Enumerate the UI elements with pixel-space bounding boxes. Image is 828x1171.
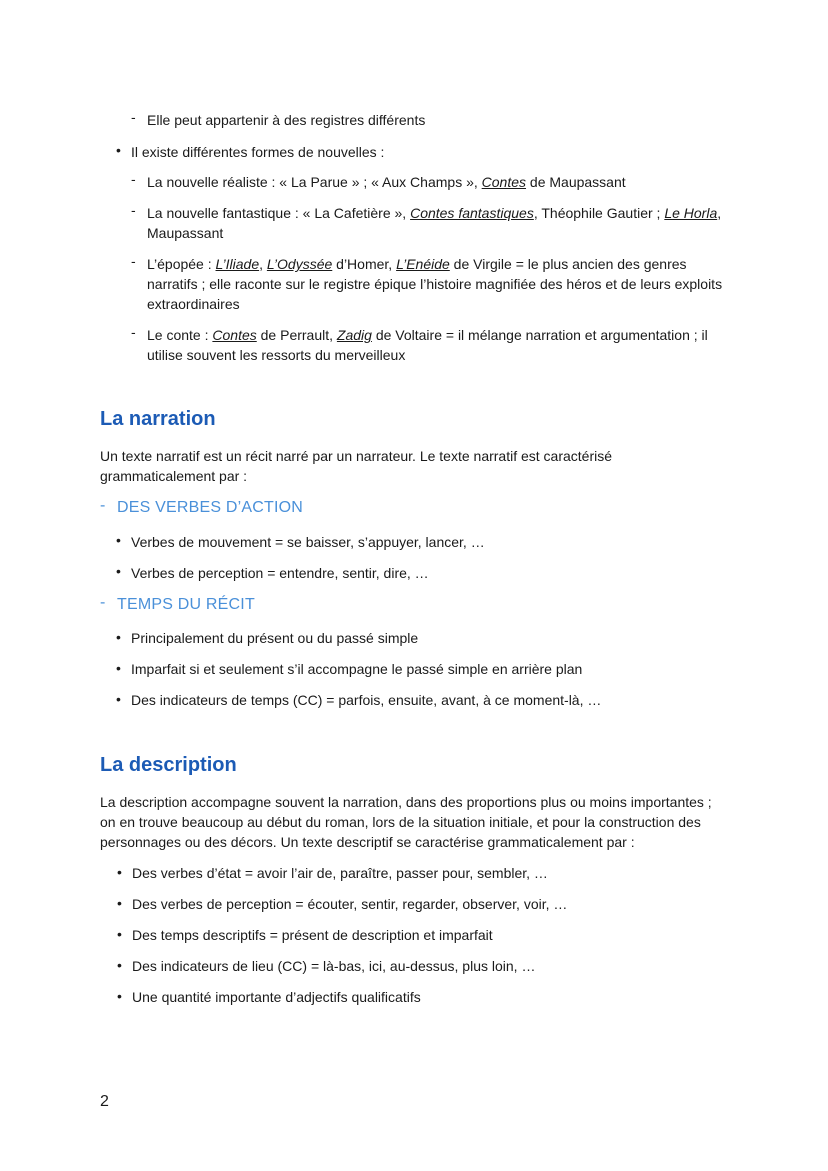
- dash-marker: -: [131, 109, 136, 125]
- book-title: Zadig: [336, 327, 372, 343]
- list-item: Des temps descriptifs = présent de description et imparfait: [132, 927, 493, 943]
- list-item: Des verbes d’état = avoir l’air de, paraître, passer pour, sembler, …: [132, 865, 548, 881]
- list-item: Il existe différentes formes de nouvelles :: [131, 144, 385, 160]
- bullet-marker: •: [117, 895, 122, 911]
- dash-marker: -: [131, 202, 136, 218]
- paragraph-line: La description accompagne souvent la narration, dans des proportions plus ou moins importantes ;: [100, 794, 712, 810]
- list-item-conte: Le conte : Contes de Perrault, Zadig de Voltaire = il mélange narration et argumentation ; il: [147, 327, 708, 343]
- list-item-continuation: Maupassant: [147, 225, 224, 241]
- bullet-marker: •: [116, 660, 121, 676]
- subheading-temps-recit: TEMPS DU RÉCIT: [117, 596, 255, 613]
- bullet-marker: •: [117, 988, 122, 1004]
- dash-marker: -: [100, 594, 106, 611]
- book-title: L’Iliade: [215, 256, 260, 272]
- bullet-marker: •: [116, 629, 121, 645]
- dash-marker: -: [131, 324, 136, 340]
- paragraph-line: personnages ou des décors. Un texte descriptif se caractérise grammaticalement par :: [100, 834, 635, 850]
- list-item: Elle peut appartenir à des registres différents: [147, 112, 426, 128]
- book-title: Contes: [212, 327, 257, 343]
- paragraph-line: grammaticalement par :: [100, 468, 248, 484]
- list-item-fantastique: La nouvelle fantastique : « La Cafetière », Contes fantastiques, Théophile Gautier ; Le Horla,: [147, 205, 722, 221]
- subheading-verbes-action: DES VERBES D’ACTION: [117, 499, 304, 516]
- list-item: Des indicateurs de lieu (CC) = là-bas, ici, au-dessus, plus loin, …: [132, 958, 536, 974]
- page-number: 2: [100, 1093, 109, 1110]
- list-item-continuation: extraordinaires: [147, 296, 240, 312]
- bullet-marker: •: [116, 691, 121, 707]
- bullet-marker: •: [116, 142, 121, 158]
- bullet-marker: •: [116, 563, 121, 579]
- list-item: Une quantité importante d’adjectifs qualificatifs: [132, 989, 421, 1005]
- bullet-marker: •: [116, 532, 121, 548]
- dash-marker: -: [131, 253, 136, 269]
- book-title: Le Horla: [664, 205, 718, 221]
- list-item: Imparfait si et seulement s’il accompagne le passé simple en arrière plan: [131, 661, 583, 677]
- bullet-marker: •: [117, 957, 122, 973]
- list-item: Verbes de perception = entendre, sentir, dire, …: [131, 565, 429, 581]
- book-title: Contes fantastiques: [410, 205, 534, 221]
- section-heading-description: La description: [100, 754, 237, 776]
- dash-marker: -: [131, 171, 136, 187]
- book-title: L’Odyssée: [266, 256, 333, 272]
- list-item-continuation: utilise souvent les ressorts du merveilleux: [147, 347, 406, 363]
- paragraph-line: on en trouve beaucoup au début du roman, lors de la situation initiale, et pour la construction des: [100, 814, 701, 830]
- list-item: Principalement du présent ou du passé simple: [131, 630, 419, 646]
- section-heading-narration: La narration: [100, 408, 216, 430]
- list-item-epopee: L’épopée : L’Iliade, L’Odyssée d’Homer, L’Enéide de Virgile = le plus ancien des genres: [147, 256, 687, 272]
- bullet-marker: •: [117, 926, 122, 942]
- list-item: Des verbes de perception = écouter, sentir, regarder, observer, voir, …: [132, 896, 568, 912]
- book-title: L’Enéide: [396, 256, 450, 272]
- list-item-continuation: narratifs ; elle raconte sur le registre épique l’histoire magnifiée des héros et de leurs exploits: [147, 276, 723, 292]
- dash-marker: -: [100, 497, 106, 514]
- list-item: Verbes de mouvement = se baisser, s’appuyer, lancer, …: [131, 534, 485, 550]
- list-item: Des indicateurs de temps (CC) = parfois, ensuite, avant, à ce moment-là, …: [131, 692, 602, 708]
- bullet-marker: •: [117, 864, 122, 880]
- paragraph-line: Un texte narratif est un récit narré par un narrateur. Le texte narratif est caractérisé: [100, 448, 613, 464]
- list-item-realiste: La nouvelle réaliste : « La Parue » ; « Aux Champs », Contes de Maupassant: [147, 174, 626, 190]
- book-title: Contes: [481, 174, 527, 190]
